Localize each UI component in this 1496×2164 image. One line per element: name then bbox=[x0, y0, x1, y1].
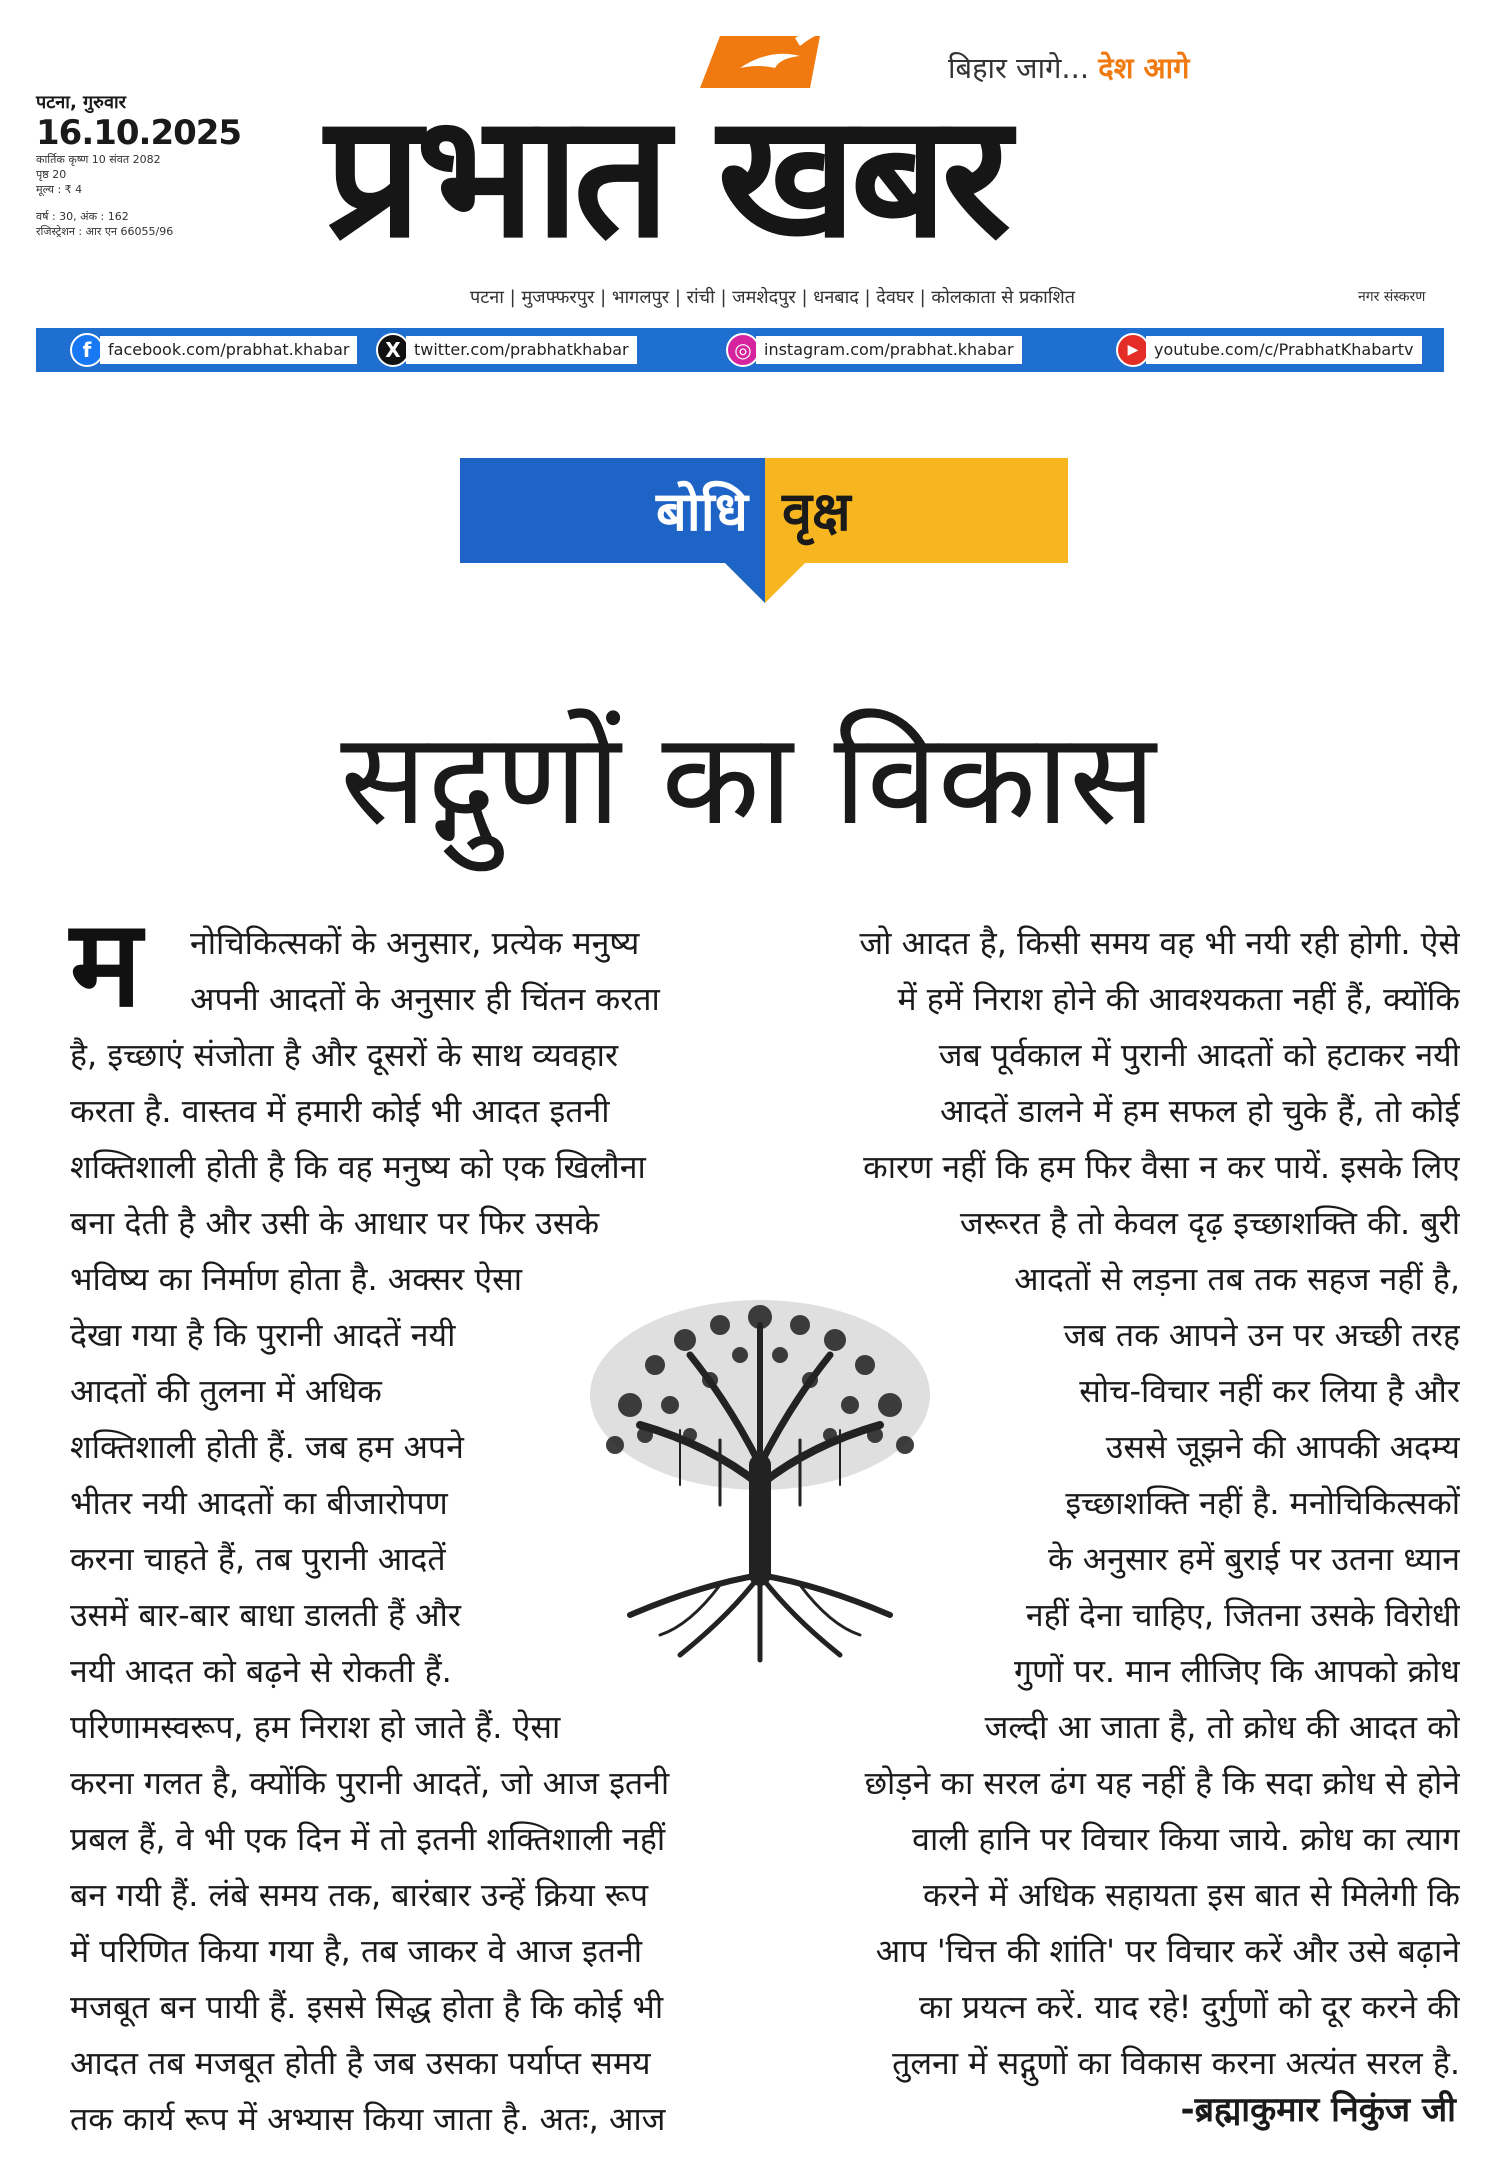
instagram-label: instagram.com/prabhat.khabar bbox=[756, 336, 1022, 364]
article-line: छोड़ने का सरल ढंग यह नहीं है कि सदा क्रोध से होने bbox=[864, 1764, 1460, 1802]
section-word-1: बोधि bbox=[655, 480, 748, 543]
article-line: भविष्य का निर्माण होता है. अक्सर ऐसा bbox=[70, 1260, 523, 1298]
article-line: तक कार्य रूप में अभ्यास किया जाता है. अतः, आज bbox=[70, 2100, 666, 2138]
section-word-2: वृक्ष bbox=[782, 480, 851, 543]
article-line: भीतर नयी आदतों का बीजारोपण bbox=[70, 1484, 448, 1522]
article-line: नयी आदत को बढ़ने से रोकती हैं. bbox=[70, 1652, 452, 1690]
article-line: परिणामस्वरूप, हम निराश हो जाते हैं. ऐसा bbox=[70, 1708, 561, 1746]
article-headline: सद्गुणों का विकास bbox=[340, 705, 1156, 854]
author-byline: -ब्रह्माकुमार निकुंज जी bbox=[1180, 2090, 1456, 2130]
article-line: करने में अधिक सहायता इस बात से मिलेगी कि bbox=[923, 1876, 1460, 1914]
article-line: जल्दी आ जाता है, तो क्रोध की आदत को bbox=[984, 1708, 1460, 1746]
article-line: देखा गया है कि पुरानी आदतें नयी bbox=[70, 1316, 456, 1354]
twitter-label: twitter.com/prabhatkhabar bbox=[406, 336, 637, 364]
social-link-instagram[interactable] bbox=[726, 332, 1022, 368]
youtube-icon: ▶ bbox=[1116, 333, 1150, 367]
article-line: शक्तिशाली होती हैं. जब हम अपने bbox=[70, 1428, 464, 1466]
calendar-line: कार्तिक कृष्ण 10 संवत 2082 bbox=[36, 153, 161, 166]
section-banner bbox=[460, 458, 1068, 563]
article-line: आप 'चित्त की शांति' पर विचार करें और उसे बढ़ाने bbox=[875, 1932, 1460, 1970]
article-line: का प्रयत्न करें. याद रहे! दुर्गुणों को दूर करने की bbox=[918, 1988, 1460, 2026]
article-line: करना गलत है, क्योंकि पुरानी आदतें, जो आज इतनी bbox=[70, 1764, 670, 1802]
dateline bbox=[36, 90, 242, 239]
article-line: करता है. वास्तव में हमारी कोई भी आदत इतनी bbox=[70, 1092, 610, 1130]
x-twitter-icon: X bbox=[376, 333, 410, 367]
city-day: पटना, गुरुवार bbox=[36, 92, 126, 113]
article-line: आदतों से लड़ना तब तक सहज नहीं है, bbox=[1014, 1260, 1460, 1298]
article-line: जो आदत है, किसी समय वह भी नयी रही होगी. ऐसे bbox=[859, 924, 1460, 962]
article-line: के अनुसार हमें बुराई पर उतना ध्यान bbox=[1047, 1540, 1460, 1578]
social-link-twitter[interactable] bbox=[376, 332, 637, 368]
article-line: वाली हानि पर विचार किया जाये. क्रोध का त्याग bbox=[912, 1820, 1460, 1858]
article-line: आदतों की तुलना में अधिक bbox=[70, 1372, 382, 1410]
issue-date: 16.10.2025 bbox=[36, 113, 242, 153]
tagline-part-2: देश आगे bbox=[1098, 51, 1190, 85]
price: मूल्य : ₹ 4 bbox=[36, 183, 83, 196]
article-line: में परिणित किया गया है, तब जाकर वे आज इतनी bbox=[70, 1932, 643, 1970]
article-line: गुणों पर. मान लीजिए कि आपको क्रोध bbox=[1014, 1652, 1460, 1690]
banyan-tree-illustration bbox=[570, 1285, 950, 1665]
article-line: उसमें बार-बार बाधा डालती हैं और bbox=[70, 1596, 461, 1634]
article-line: नहीं देना चाहिए, जितना उसके विरोधी bbox=[1025, 1596, 1460, 1634]
article-line: प्रबल हैं, वे भी एक दिन में तो इतनी शक्तिशाली नहीं bbox=[70, 1820, 666, 1858]
article-line: में हमें निराश होने की आवश्यकता नहीं हैं, क्योंकि bbox=[897, 980, 1460, 1018]
article-line: अपनी आदतों के अनुसार ही चिंतन करता bbox=[190, 980, 660, 1018]
article-line: करना चाहते हैं, तब पुरानी आदतें bbox=[70, 1540, 446, 1578]
page-count: पृष्ठ 20 bbox=[36, 168, 67, 181]
article-line: नोचिकित्सकों के अनुसार, प्रत्येक मनुष्य bbox=[190, 924, 640, 962]
article-line: इच्छाशक्ति नहीं है. मनोचिकित्सकों bbox=[1065, 1484, 1460, 1522]
article-line: आदतें डालने में हम सफल हो चुके हैं, तो कोई bbox=[939, 1092, 1460, 1130]
article-line: जरूरत है तो केवल दृढ़ इच्छाशक्ति की. बुरी bbox=[959, 1204, 1460, 1242]
article-line: मजबूत बन पायी हैं. इससे सिद्ध होता है कि कोई भी bbox=[70, 1988, 664, 2026]
article-line: बना देती है और उसी के आधार पर फिर उसके bbox=[70, 1204, 600, 1242]
social-link-facebook[interactable] bbox=[70, 332, 357, 368]
edition-label: नगर संस्करण bbox=[1358, 289, 1426, 305]
youtube-label: youtube.com/c/PrabhatKhabartv bbox=[1146, 336, 1422, 364]
volume: वर्ष : 30, अंक : 162 bbox=[36, 210, 129, 223]
article-line: है, इच्छाएं संजोता है और दूसरों के साथ व्यवहार bbox=[70, 1036, 619, 1074]
article-line: शक्तिशाली होती है कि वह मनुष्य को एक खिलौना bbox=[70, 1148, 646, 1186]
newspaper-title: प्रभात खबर bbox=[325, 78, 1006, 276]
article-line: जब तक आपने उन पर अच्छी तरह bbox=[1063, 1316, 1460, 1354]
banner-pointer-shade bbox=[725, 563, 765, 603]
publishing-cities: पटना | मुजफ्फरपुर | भागलपुर | रांची | जमशेदपुर | धनबाद | देवघर | कोलकाता से प्रकाशित bbox=[470, 287, 1075, 308]
registration: रजिस्ट्रेशन : आर एन 66055/96 bbox=[36, 225, 174, 238]
drop-cap: म bbox=[70, 895, 142, 1034]
article-line: बन गयी हैं. लंबे समय तक, बारंबार उन्हें क्रिया रूप bbox=[70, 1876, 649, 1914]
facebook-label: facebook.com/prabhat.khabar bbox=[100, 336, 357, 364]
social-link-youtube[interactable] bbox=[1116, 332, 1422, 368]
social-bar bbox=[36, 328, 1444, 372]
article-line: जब पूर्वकाल में पुरानी आदतों को हटाकर नयी bbox=[938, 1036, 1460, 1074]
article-line: आदत तब मजबूत होती है जब उसका पर्याप्त समय bbox=[70, 2044, 651, 2082]
tagline-part-1: बिहार जागे... bbox=[948, 51, 1090, 85]
instagram-icon: ◎ bbox=[726, 333, 760, 367]
article-line: उससे जूझने की आपकी अदम्य bbox=[1105, 1428, 1460, 1466]
article-line: तुलना में सद्गुणों का विकास करना अत्यंत सरल है. bbox=[892, 2044, 1460, 2082]
facebook-icon: f bbox=[70, 333, 104, 367]
article-line: सोच-विचार नहीं कर लिया है और bbox=[1079, 1372, 1460, 1410]
article-line: कारण नहीं कि हम फिर वैसा न कर पायें. इसके लिए bbox=[863, 1148, 1460, 1186]
